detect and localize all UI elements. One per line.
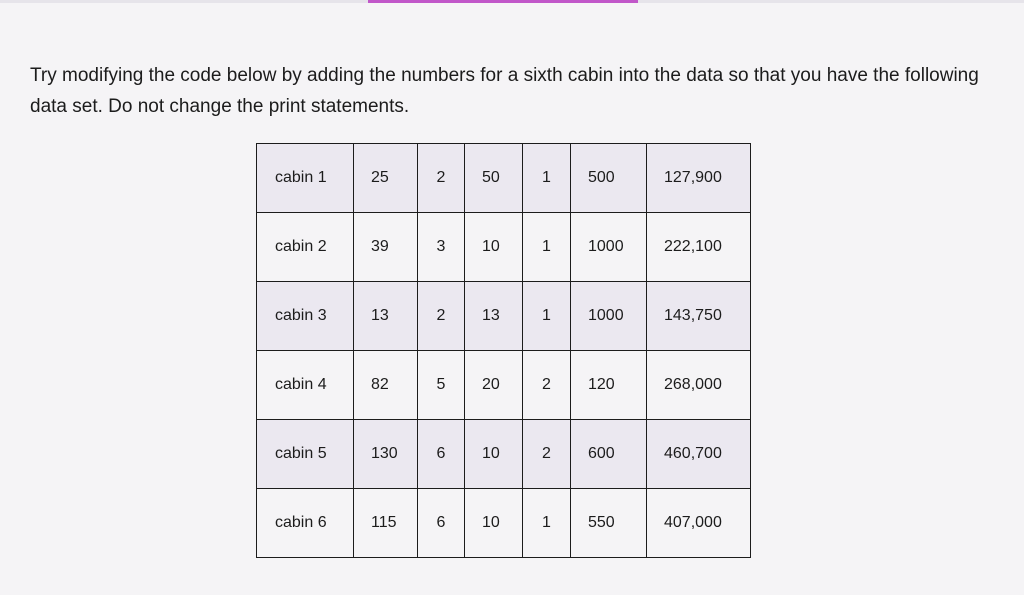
table-cell: 1 [523,282,571,351]
table-cell: 407,000 [647,489,751,558]
table-cell: 2 [418,144,465,213]
table-cell: 3 [418,213,465,282]
table-cell: 39 [354,213,418,282]
table-cell: 6 [418,420,465,489]
table-row [257,351,751,420]
table-cell: 13 [354,282,418,351]
table-cell: 2 [523,351,571,420]
table-cell: 13 [465,282,523,351]
table-row [257,282,751,351]
table-cell: 10 [465,489,523,558]
table-cell: 5 [418,351,465,420]
table-cell: 25 [354,144,418,213]
progress-bar [368,0,638,3]
table-cell: 2 [523,420,571,489]
table-cell: 115 [354,489,418,558]
table-row [257,213,751,282]
table-cell: 460,700 [647,420,751,489]
cabin-label-cell: cabin 1 [257,144,354,213]
table-cell: 10 [465,420,523,489]
table-cell: 600 [571,420,647,489]
table-cell: 120 [571,351,647,420]
instructions-text: Try modifying the code below by adding the numbers for a sixth cabin into the data so that you have the following data set. Do not change the print statements. [30,65,979,117]
table-cell: 222,100 [647,213,751,282]
table-cell: 50 [465,144,523,213]
table-row [257,144,751,213]
table-cell: 1000 [571,213,647,282]
cabin-label-cell: cabin 2 [257,213,354,282]
cabin-label-cell: cabin 4 [257,351,354,420]
table-cell: 10 [465,213,523,282]
table-cell: 130 [354,420,418,489]
table-row [257,420,751,489]
table-cell: 127,900 [647,144,751,213]
table-cell: 82 [354,351,418,420]
table-cell: 500 [571,144,647,213]
cabin-label-cell: cabin 3 [257,282,354,351]
table-row [257,489,751,558]
table-cell: 1 [523,489,571,558]
table-cell: 1000 [571,282,647,351]
table-cell: 1 [523,144,571,213]
table-cell: 550 [571,489,647,558]
table-cell: 143,750 [647,282,751,351]
cabin-label-cell: cabin 6 [257,489,354,558]
cabin-label-cell: cabin 5 [257,420,354,489]
table-cell: 268,000 [647,351,751,420]
table-cell: 1 [523,213,571,282]
cabin-data-table [256,143,751,558]
table-cell: 20 [465,351,523,420]
table-cell: 6 [418,489,465,558]
table-cell: 2 [418,282,465,351]
